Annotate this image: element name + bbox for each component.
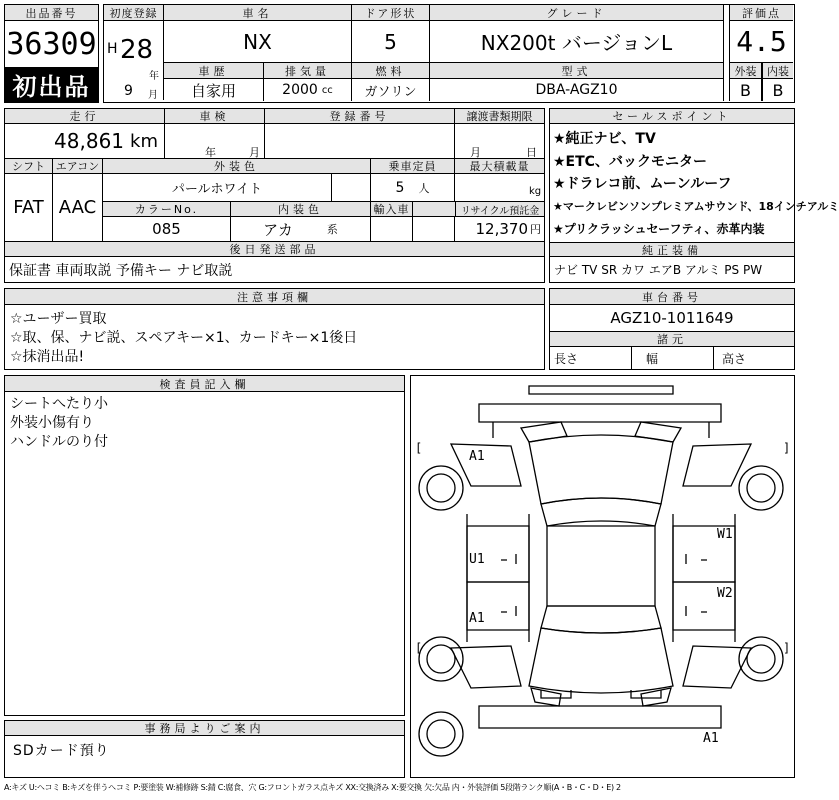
- car-name: NX: [164, 21, 352, 63]
- score-label: 評価点: [730, 5, 793, 21]
- selling-points-box: [549, 108, 839, 283]
- score: 4.5: [730, 21, 793, 63]
- inspector-label: 検査員記入欄: [5, 376, 404, 392]
- damage-mark-left-rear-door: A1: [469, 611, 485, 626]
- registration-number: [265, 124, 455, 159]
- svg-text:]: ]: [783, 641, 791, 655]
- inspector-item: シートへたり小: [10, 396, 108, 412]
- wheel-front-right: [739, 466, 783, 510]
- interior-grade-label: 内装: [762, 63, 793, 79]
- model-code: DBA-AGZ10: [430, 79, 724, 101]
- selling-point: ★マークレビンソンプレミアムサウンド、18インチアルミ: [553, 199, 839, 213]
- reg-year-unit: 年: [149, 71, 159, 82]
- displacement-unit: cc: [321, 84, 333, 96]
- doors: 5: [352, 21, 430, 63]
- era: H: [107, 41, 118, 57]
- history-label: 車歴: [164, 63, 264, 79]
- damage-mark-front-left: A1: [469, 449, 485, 464]
- inspector-box: [4, 375, 405, 716]
- equipment-item: ナビ: [554, 263, 579, 277]
- import-extra: [413, 217, 455, 242]
- rear-bumper: [479, 706, 721, 728]
- chassis-label: 車台番号: [550, 289, 794, 305]
- first-reg-cell: [104, 21, 164, 100]
- interior-color: アカ: [263, 220, 293, 239]
- exterior-grade-label: 外装: [730, 63, 762, 79]
- details-table: [4, 108, 545, 283]
- later-items-label: 後日発送部品: [5, 242, 544, 257]
- import-label: 輸入車: [371, 202, 413, 217]
- inspection-year-unit: 年: [205, 146, 216, 159]
- hood: [529, 435, 673, 504]
- office-label: 事務局よりご案内: [5, 721, 404, 736]
- trunk: [529, 628, 673, 693]
- grade-label: グレード: [430, 5, 724, 21]
- inspection-cell: [165, 124, 265, 159]
- fuel-label: 燃料: [352, 63, 430, 79]
- max-load-label: 最大積載量: [455, 159, 544, 174]
- inspector-item: ハンドルのり付: [10, 434, 108, 450]
- first-reg-label: 初度登録: [104, 5, 164, 21]
- equipment-item: カワ: [621, 263, 646, 277]
- selling-point: ★ドラレコ前、ムーンルーフ: [553, 176, 732, 192]
- header-block: [4, 4, 795, 103]
- width-label: 幅: [632, 347, 714, 369]
- mileage: 48,861: [54, 129, 125, 153]
- history: 自家用: [164, 79, 264, 101]
- chassis-box: [549, 288, 795, 370]
- chassis-number: AGZ10-1011649: [550, 305, 794, 332]
- selling-point: ★ETC、バックモニター: [553, 153, 707, 170]
- reg-month-unit: 月: [148, 90, 158, 101]
- svg-text:[: [: [415, 641, 423, 655]
- equipment-item: SR: [601, 263, 618, 277]
- damage-mark-rear: A1: [703, 731, 719, 746]
- length-label: 長さ: [550, 347, 632, 369]
- spare-wheel: [419, 712, 463, 756]
- interior-grade: B: [762, 79, 793, 101]
- inspector-item: 外装小傷有り: [10, 415, 94, 431]
- selling-points-list: [553, 128, 839, 241]
- aircon: AAC: [53, 174, 103, 242]
- car-diagram-box: [410, 375, 795, 778]
- fuel: ガソリン: [352, 79, 430, 101]
- notes-box: [4, 288, 545, 370]
- recycle-unit: 円: [530, 223, 541, 236]
- capacity-cell: [371, 174, 455, 202]
- color-no-label: カラーNo.: [103, 202, 231, 217]
- interior-color-cell: [231, 217, 371, 242]
- front-bumper: [529, 386, 673, 394]
- notes-list: [10, 310, 357, 367]
- import-value: [371, 217, 413, 242]
- capacity-unit: 人: [418, 181, 430, 195]
- roof: [547, 526, 655, 606]
- car-name-label: 車名: [164, 5, 352, 21]
- selling-points-label: セールスポイント: [550, 109, 794, 124]
- lot-number-box: [4, 4, 99, 103]
- recycle-fee: 12,370: [475, 220, 528, 238]
- rear-window: [541, 606, 661, 633]
- shift-label: シフト: [5, 159, 53, 174]
- equipment-item: TV: [581, 263, 598, 277]
- notes-label: 注意事項欄: [5, 289, 544, 305]
- color-no: 085: [103, 217, 231, 242]
- reg-year: 28: [120, 35, 154, 65]
- windshield: [541, 498, 661, 526]
- aircon-label: エアコン: [53, 159, 103, 174]
- shift: FAT: [5, 174, 53, 242]
- displacement: 2000: [282, 82, 318, 98]
- inspection-month-unit: 月: [249, 146, 260, 159]
- damage-mark-left-front-door: U1: [469, 552, 485, 567]
- exterior-color-blank: [331, 174, 371, 202]
- transfer-day-unit: 日: [526, 146, 537, 159]
- note-item: ☆抹消出品!: [10, 349, 85, 365]
- model-label: 型式: [430, 63, 724, 79]
- mileage-label: 走行: [5, 109, 165, 124]
- reg-month: 9: [124, 83, 133, 99]
- grade: NX200t バージョンL: [430, 21, 724, 63]
- transfer-deadline-label: 譲渡書類期限: [455, 109, 544, 124]
- max-load-unit: kg: [529, 186, 542, 197]
- displacement-label: 排気量: [264, 63, 352, 79]
- selling-point: ★プリクラッシュセーフティ、赤革内装: [553, 222, 765, 236]
- svg-text:]: ]: [783, 441, 791, 455]
- legend: A:キズ U:ヘコミ B:キズを伴うヘコミ P:要塗装 W:補修跡 S:錆 C:腐食、穴 G:フロントガラス点キズ XX:交換済み X:要交換 欠:欠品 内・外装評価 5段階ランク順(A・B・C・D・E) 2: [4, 783, 621, 792]
- equipment-list: [554, 261, 762, 278]
- exterior-color-label: 外装色: [103, 159, 371, 174]
- note-item: ☆ユーザー買取: [10, 311, 107, 327]
- capacity: 5: [395, 179, 405, 196]
- equipment-label: 純正装備: [550, 242, 794, 257]
- damage-mark-right-rear-door: W2: [717, 586, 733, 601]
- hood-outline: [479, 404, 721, 422]
- equipment-item: PS: [724, 263, 740, 277]
- inspection-label: 車検: [165, 109, 265, 124]
- transfer-month-unit: 月: [470, 146, 481, 159]
- transfer-deadline-cell: [455, 124, 544, 159]
- office-box: [4, 720, 405, 778]
- later-items: 保証書 車両取説 予備キー ナビ取説: [9, 262, 233, 279]
- damage-mark-right-front-door: W1: [717, 527, 733, 542]
- capacity-label: 乗車定員: [371, 159, 455, 174]
- max-load-cell: [455, 174, 544, 202]
- door-label: ドア形状: [352, 5, 430, 21]
- vehicle-summary-table: [103, 4, 795, 103]
- note-item: ☆取、保、ナビ説、スペアキー×1、カードキー×1後日: [10, 330, 358, 346]
- displacement-cell: [264, 79, 352, 101]
- car-diagram: [411, 376, 794, 777]
- interior-color-suffix: 系: [326, 223, 338, 236]
- first-listing-badge: 初出品: [5, 67, 98, 102]
- selling-point: ★純正ナビ、TV: [553, 131, 656, 147]
- recycle-label: リサイクル預託金: [455, 202, 544, 217]
- wheel-front-left: [419, 466, 463, 510]
- specs-label: 諸元: [550, 332, 794, 347]
- inspector-list: [10, 395, 108, 452]
- equipment-item: PW: [742, 263, 763, 277]
- equipment-item: アルミ: [684, 263, 721, 277]
- lot-number-label: 出品番号: [5, 5, 98, 21]
- exterior-color: パールホワイト: [103, 174, 331, 202]
- height-label: 高さ: [722, 351, 747, 366]
- interior-color-label: 内装色: [231, 202, 371, 217]
- registration-label: 登録番号: [265, 109, 455, 124]
- office-text: SDカード預り: [13, 743, 110, 759]
- exterior-grade: B: [730, 79, 762, 101]
- svg-text:[: [: [415, 441, 423, 455]
- lot-number: 36309: [6, 26, 97, 62]
- mileage-unit: km: [130, 130, 158, 152]
- equipment-item: エアB: [648, 263, 682, 277]
- mileage-cell: [5, 124, 165, 159]
- recycle-cell: [455, 217, 544, 242]
